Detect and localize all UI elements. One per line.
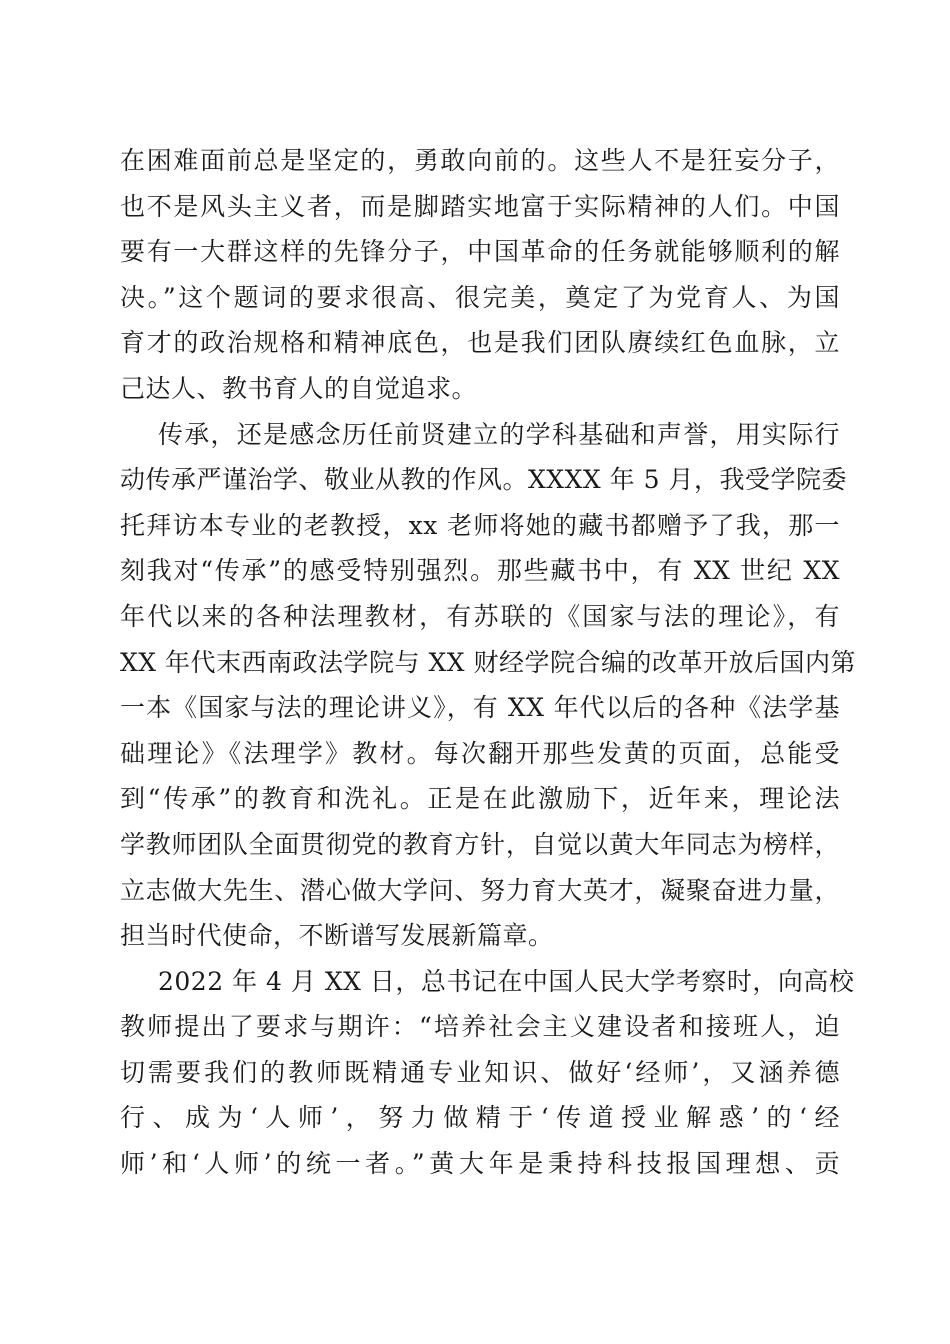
text-line: 础理论》《法理学》教材。每次翻开那些发黄的页面，总能受 xyxy=(120,738,840,768)
text-line: 要有一大群这样的先锋分子，中国革命的任务就能够顺利的解 xyxy=(120,237,840,267)
text-line: 托拜访本专业的老教授，xx 老师将她的藏书都赠予了我，那一 xyxy=(120,510,840,540)
text-line: 己达人、教书育人的自觉追求。 xyxy=(120,373,478,403)
text-line: 在困难面前总是坚定的，勇敢向前的。这些人不是狂妄分子， xyxy=(120,146,840,175)
text-line: 动传承严谨治学、敬业从教的作风。XXXX 年 5 月，我受学院委 xyxy=(120,465,847,495)
text-line: 刻我对“传承”的感受特别强烈。那些藏书中，有 XX 世纪 XX xyxy=(120,556,840,586)
paragraph-start-line: 传承，还是感念历任前贤建立的学科基础和声誉，用实际行 xyxy=(158,419,840,449)
text-line: 也不是风头主义者，而是脚踏实地富于实际精神的人们。中国 xyxy=(120,191,840,221)
text-line: 立志做大先生、潜心做大学问、努力育大英才，凝聚奋进力量， xyxy=(120,875,840,905)
text-line: 年代以来的各种法理教材，有苏联的《国家与法的理论》，有 xyxy=(120,601,840,631)
text-line: 学教师团队全面贯彻党的教育方针，自觉以黄大年同志为榜样， xyxy=(120,829,840,859)
text-line: 师’和‘人师’的统一者。”黄大年是秉持科技报国理想、贡 xyxy=(120,1149,840,1179)
text-line: 教师提出了要求与期许：“培养社会主义建设者和接班人，迫 xyxy=(120,1012,840,1042)
text-line: 到“传承”的教育和洗礼。正是在此激励下，近年来，理论法 xyxy=(120,784,840,814)
body-text xyxy=(120,138,857,1187)
text-line: XX 年代末西南政法学院与 XX 财经学院合编的改革开放后国内第 xyxy=(120,647,857,677)
paragraph-start-line: 2022 年 4 月 XX 日，总书记在中国人民大学考察时，向高校 xyxy=(158,966,855,996)
text-line: 担当时代使命，不断谱写发展新篇章。 xyxy=(120,921,554,951)
text-line: 育才的政治规格和精神底色，也是我们团队赓续红色血脉，立 xyxy=(120,328,840,358)
text-line: 行、成为‘人师’，努力做精于‘传道授业解惑’的‘经 xyxy=(120,1103,840,1133)
text-line: 一本《国家与法的理论讲义》，有 XX 年代以后的各种《法学基 xyxy=(120,693,840,723)
text-line: 切需要我们的教师既精通专业知识、做好‘经师’，又涵养德 xyxy=(120,1057,840,1087)
text-line: 决。”这个题词的要求很高、很完美，奠定了为党育人、为国 xyxy=(120,282,840,312)
